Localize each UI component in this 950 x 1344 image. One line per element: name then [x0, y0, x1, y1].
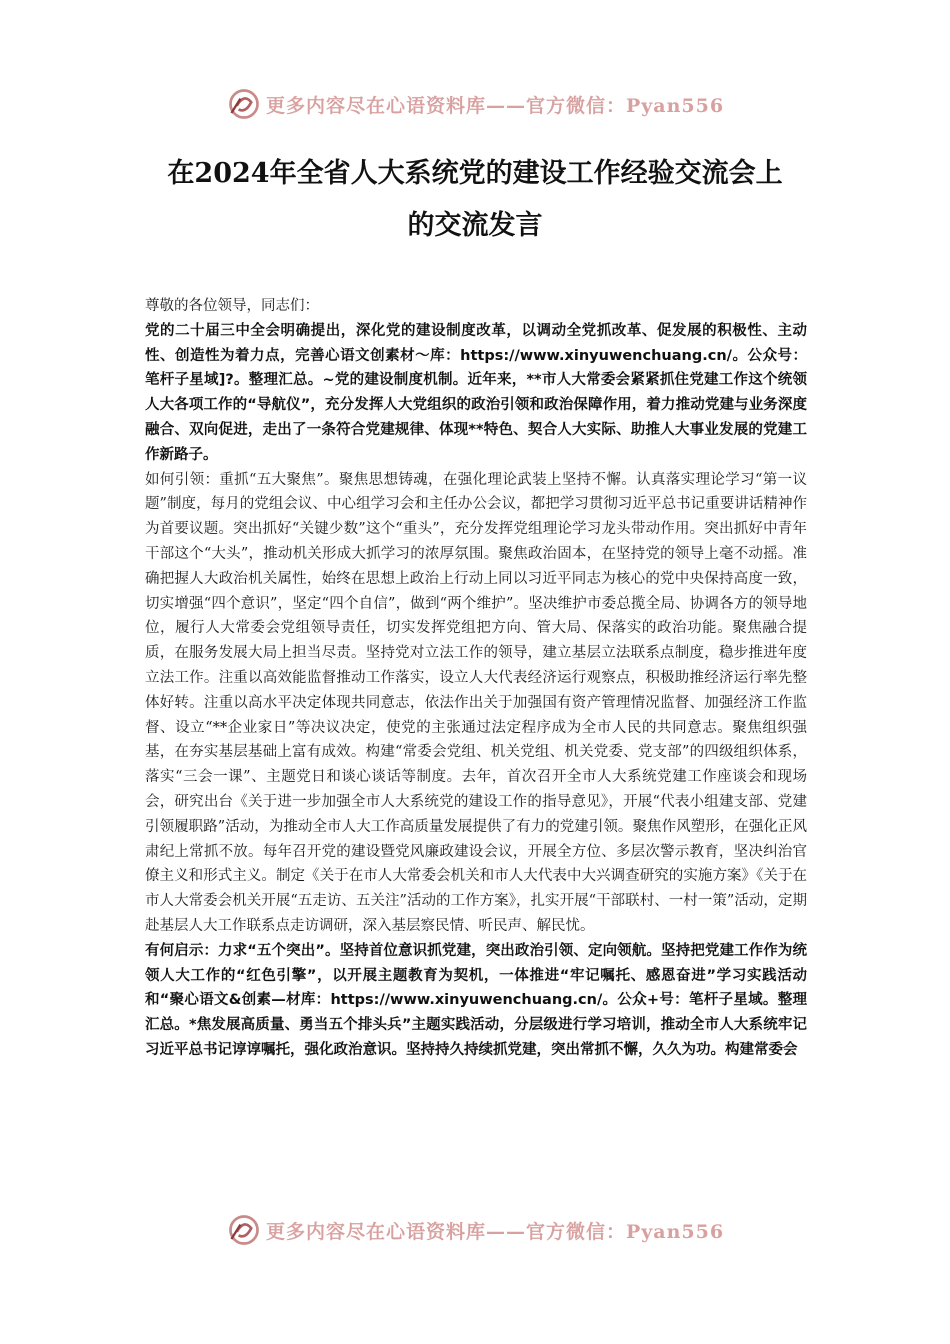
- paragraph-1: 党的二十届三中全会明确提出，深化党的建设制度改革，以调动全党抓改革、促发展的积极性、主动性、创造性为着力点，完善心语文创素材～库：https://www.xinyuwenchuang.cn/。公众号：笔杆子星域]?。整理汇总。~党的建设制度机制。近年来，**市人大常委会紧紧抓住党建工作这个统领人大各项工作的“导航仪”，充分发挥人大党组织的政治引领和政治保障作用，着力推动党建与业务深度融合、双向促进，走出了一条符合党建规律、体现**特色、契合人大实际、助推人大事业发展的党建工作新路子。: [145, 322, 807, 463]
- footer-banner-text: 更多内容尽在心语资料库——官方微信：Pyan556: [265, 1220, 725, 1243]
- header-banner-text: 更多内容尽在心语资料库——官方微信：Pyan556: [265, 94, 725, 117]
- header-banner: [0, 84, 950, 124]
- footer-banner-content: [226, 1212, 724, 1248]
- swirl-logo-icon: [226, 1212, 262, 1248]
- footer-banner: [0, 1210, 950, 1250]
- document-body: [145, 294, 807, 1063]
- paragraph-3: 有何启示：力求“五个突出”。坚持首位意识抓党建，突出政治引领、定向领航。坚持把党建工作作为统领人大工作的“红色引擎”，以开展主题教育为契机，一体推进“牢记嘱托、感恩奋进”学习实践活动和“聚心语文&创素—材库：https://www.xinyuwenchuang.cn/。公众+号：笔杆子星域。整理汇总。*焦发展高质量、勇当五个排头兵”主题实践活动，分层级进行学习培训，推动全市人大系统牢记习近平总书记谆谆嘱托，强化政治意识。坚持持久持续抓党建，突出常抓不懈，久久为功。构建常委会: [145, 942, 807, 1058]
- swirl-logo-icon: [226, 86, 262, 122]
- title-line-2: 的交流发言: [407, 210, 543, 241]
- paragraph-2: 如何引领：重抓“五大聚焦”。聚焦思想铸魂，在强化理论武装上坚持不懈。认真落实理论学习“第一议题”制度，每月的党组会议、中心组学习会和主任办公会议，都把学习贯彻习近平总书记重要讲话精神作为首要议题。突出抓好“关键少数”这个“重头”，充分发挥党组理论学习龙头带动作用。突出抓好中青年干部这个“大头”，推动机关形成大抓学习的浓厚氛围。聚焦政治固本，在坚持党的领导上毫不动摇。准确把握人大政治机关属性，始终在思想上政治上行动上同以习近平同志为核心的党中央保持高度一致，切实增强“四个意识”，坚定“四个自信”，做到“两个维护”。坚决维护市委总揽全局、协调各方的领导地位，履行人大常委会党组领导责任，切实发挥党组把方向、管大局、保落实的政治功能。聚焦融合提质，在服务发展大局上担当尽责。坚持党对立法工作的领导，建立基层立法联系点制度，稳步推进年度立法工作。注重以高效能监督推动工作落实，设立人大代表经济运行观察点，积极助推经济运行率先整体好转。注重以高水平决定体现共同意志，依法作出关于加强国有资产管理情况监督、加强经济工作监督、设立“**企业家日”等决议决定，使党的主张通过法定程序成为全市人民的共同意志。聚焦组织强基，在夯实基层基础上富有成效。构建“常委会党组、机关党组、机关党委、党支部”的四级组织体系，落实“三会一课”、主题党日和谈心谈话等制度。去年，首次召开全市人大系统党建工作座谈会和现场会，研究出台《关于进一步加强全市人大系统党的建设工作的指导意见》，开展“代表小组建支部、党建引领履职路”活动，为推动全市人大工作高质量发展提供了有力的党建引领。聚焦作风塑形，在强化正风肃纪上常抓不放。每年召开党的建设暨党风廉政建设会议，开展全方位、多层次警示教育，坚决纠治官僚主义和形式主义。制定《关于在市人大常委会机关和市人大代表中大兴调查研究的实施方案》《关于在市人大常委会机关开展“五走访、五关注”活动的工作方案》，扎实开展“干部联村、一村一策”活动，定期赴基层人大工作联系点走访调研，深入基层察民情、听民声、解民忧。: [145, 471, 807, 934]
- document-title: [120, 148, 830, 252]
- title-line-1: 在2024年全省人大系统党的建设工作经验交流会上: [167, 158, 783, 189]
- greeting: 尊敬的各位领导，同志们：: [145, 298, 319, 314]
- header-banner-content: [226, 86, 724, 122]
